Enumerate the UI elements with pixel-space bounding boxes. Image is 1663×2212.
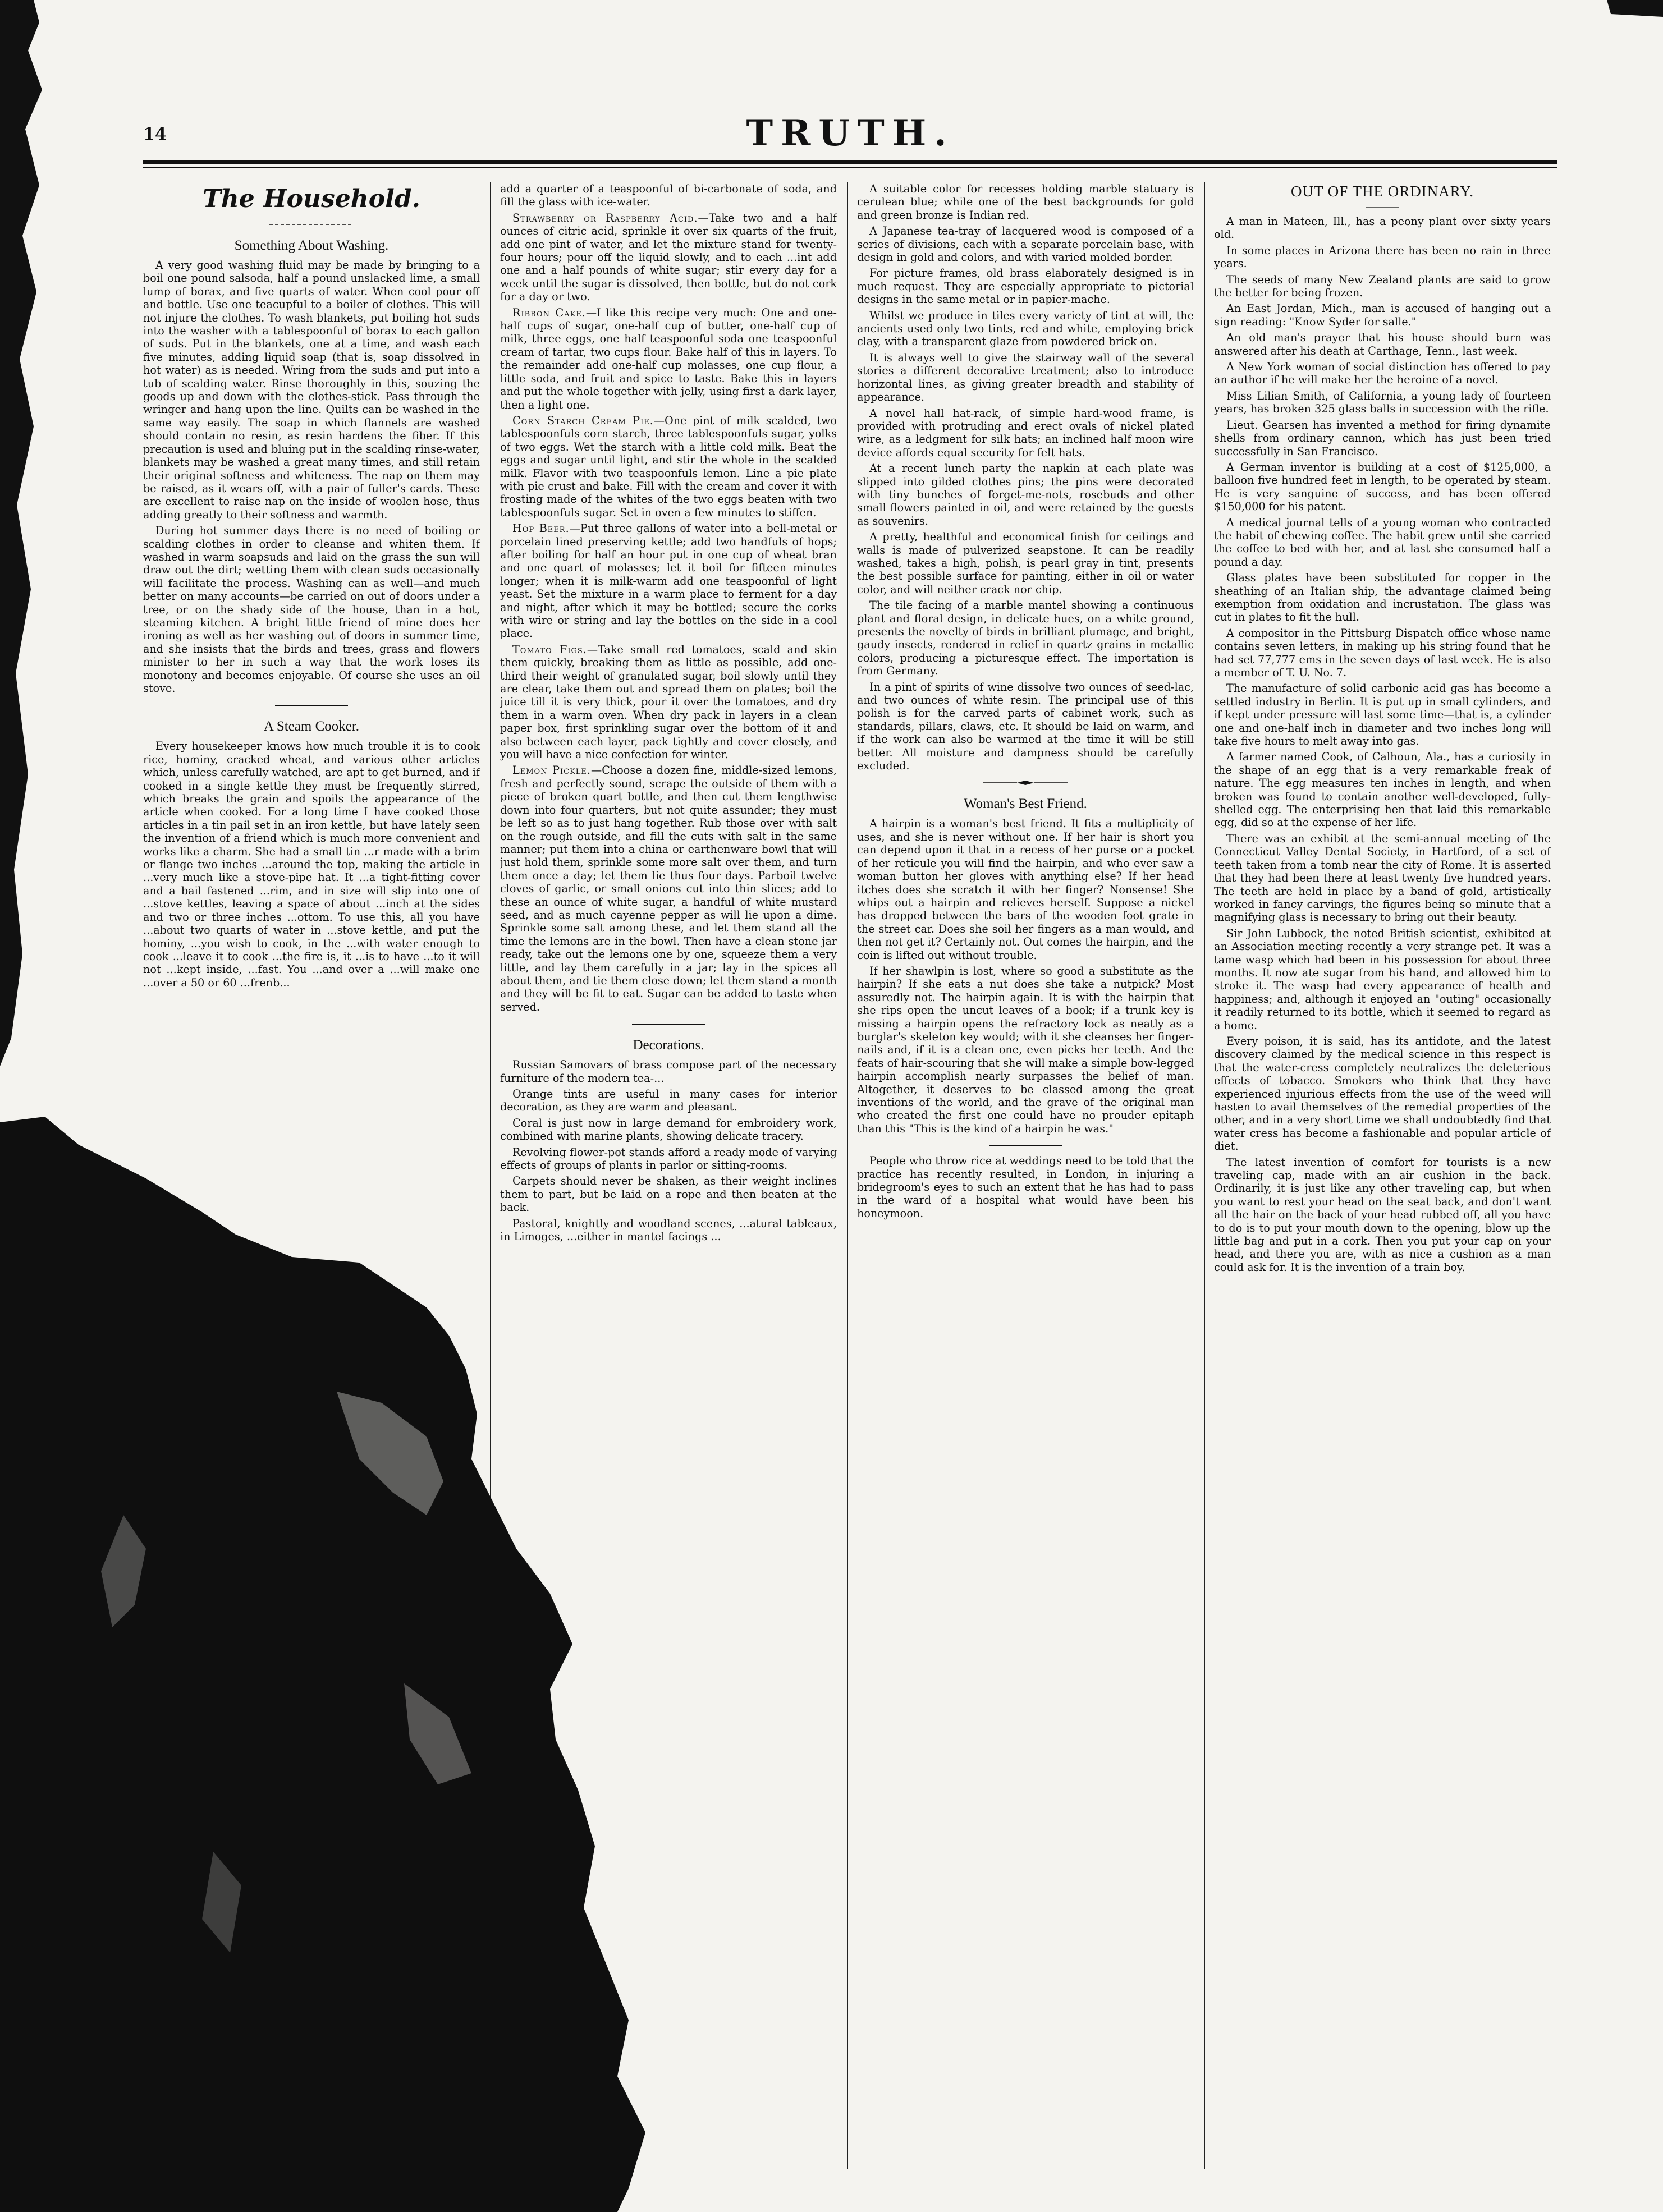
recipe-text: —Choose a dozen fine, middle-sized lemons, fresh and perfectly sound, scrape the outside of them with a piece of broken quart bottle, and then cut them lengthwise down into four quarters, but not quite assunder; they must be left so as to just hang together. Rub those over with salt on the rough outside, and fill the cuts with salt in the same manner; put them into a china or earthenware bowl that will just hold them, sprinkle some more salt over them, and turn them once a day; let them lie thus four days. Parboil twelve cloves of garlic, or small onions cut into thin slices; add to these an ounce of white sugar, a handful of white mustard seed, and as much cayenne pepper as will lie upon a dime. Sprinkle some salt among these, and let them stand all the time the lemons are in the bowl. Then have a clean stone jar ready, take out the lemons one by one, squeeze them a very little, and lay them carefully in a jar; lay in the spices all about them, and tie them close down; let them stand a month and they will be fit to eat. Sugar can be added to taste when served. [500,764,837,1013]
article-heading-out-of-ordinary: OUT OF THE ORDINARY. [1290,183,1474,200]
paragraph: There was an exhibit at the semi-annual meeting of the Connecticut Valley Dental Society, in Hartford, of a set of teeth taken from a tomb near the city of Rome. It is asserted that they had been there at least twenty five hundred years. The teeth are held in place by a band of gold, artistically worked in fancy carvings, the figures being so minute that a magnifying glass is necessary to bring out their beauty. [1214,832,1551,924]
paragraph: add a quarter of a teaspoonful of bi-carbonate of soda, and fill the glass with ice-water. [500,182,837,209]
paragraph: Sir John Lubbock, the noted British scientist, exhibited at an Association meeting recently a very strange pet. It was a tame wasp which had been in his possession for about three months. It now ate sugar from his hand, and allowed him to stroke it. The wasp had every appearance of health and happiness; and, although it enjoyed an "outing" occasionally it readily returned to its bottle, which it seemed to regard as a home. [1214,926,1551,1032]
paragraph: A very good washing fluid may be made by bringing to a boil one pound salsoda, half a pound unslacked lime, a small lump of borax, and five quarts of water. When cool pour off and bottle. Use one teacupful to a boiler of clothes. This will not injure the clothes. To wash blankets, put boiling hot suds into the washer with a tablespoonful of borax to each gallon of suds. Put in the blankets, one at a time, and wash each five minutes, adding liquid soap (that is, soap dissolved in hot water) as is needed. Wring from the suds and put into a tub of scalding water. Rinse thoroughly in this, souzing the goods up and down with the clothes-stick. Pass through the wringer and hang upon the line. Quilts can be washed in the same way easily. The soap in which flannels are washed should contain no resin, as resin hardens the fiber. If this precaution is used and bluing put in the scalding rinse-water, blankets may be washed a great many times, and still retain their original softness and whiteness. The nap on them may be raised, as it wears off, with a pair of fuller's cards. These are excellent to raise nap on the inside of woolen hose, thus adding greatly to their softness and warmth. [143,259,480,521]
article-heading-washing: Something About Washing. [234,238,389,253]
paragraph: In a pint of spirits of wine dissolve two ounces of seed-lac, and two ounces of white resin. The principal use of this polish is for the carved parts of cabinet work, such as standards, pillars, claws, etc. It should be laid on warm, and if the work can also be warmed at the time it will be still better. All moisture and dampness should be carefully excluded. [857,680,1194,773]
recipe-text: —Take two and a half ounces of citric acid, sprinkle it over six quarts of the fruit, add one pint of water, and let the mixture stand for twenty-four hours; pour off the liquid slowly, and to each ...int add one and a half pounds of white sugar; stir every day for a week until the sugar is dissolved, then bottle, but do not cork for a day or two. [500,211,837,304]
paragraph: Carpets should never be shaken, as their weight inclines them to part, but be laid on a rope and then beaten at the back. [500,1174,837,1214]
paragraph: A Japanese tea-tray of lacquered wood is composed of a series of divisions, each with a separate porcelain base, with design in gold and colors, and with varied molded border. [857,224,1194,264]
paragraph: If her shawlpin is lost, where so good a substitute as the hairpin? If she eats a nut does she take a nutpick? Most assuredly not. The hairpin again. It is with the hairpin that she rips open the uncut leaves of a book; if a trunk key is missing a hairpin opens the refractory lock as neatly as a burglar's skeleton key would; with it she cleanses her finger-nails and, if it is a clean one, even picks her teeth. And the feats of hair-scouring that she will make a simple bow-legged hairpin accomplish nearly surpasses the belief of man. Altogether, it deserves to be classed among the great inventions of the world, and the grave of the original man who created the first one could have no prouder epitaph than this "This is the kind of a hairpin he was." [857,964,1194,1135]
recipe-text: —Take small red tomatoes, scald and skin them quickly, breaking them as little as possible, add one-third their weight of granulated sugar, boil slowly until they are clear, take them out and spread them on plates; boil the juice till it is very thick, pour it over the tomatoes, and dry them in a warm oven. When dry pack in layers in a clean paper box, first sprinkling sugar over the bottom of it and also between each layer, pack tightly and cover closely, and you will have a nice confection for winter. [500,643,837,761]
paragraph: A novel hall hat-rack, of simple hard-wood frame, is provided with protruding and erect ovals of nickel plated wire, as a ledgment for silk hats; an inclined half moon wire device affords equal security for felt hats. [857,406,1194,459]
paragraph: Pastoral, knightly and woodland scenes, ...atural tableaux, in Limoges, ...either in mantel facings ... [500,1217,837,1243]
recipe-label: Corn Starch Cream Pie. [512,414,654,427]
paragraph: The tile facing of a marble mantel showing a continuous plant and floral design, in delicate hues, on a white ground, presents the novelty of birds in brilliant plumage, and bright, gaudy insects, rendered in relief in quartz grains in metallic colors, producing a picturesque effect. The importation is from Germany. [857,599,1194,678]
paragraph: Every poison, it is said, has its antidote, and the latest discovery claimed by the medical science in this respect is that the water-cress completely neutralizes the deleterious effects of tobacco. Smokers who think that they have experienced injurious effects from the use of the weed will hasten to avail themselves of the remedial properties of the other, and in a very short time we shall undoubtedly find that water cress has become a fashionable and popular article of diet. [1214,1034,1551,1153]
paragraph: A hairpin is a woman's best friend. It fits a multiplicity of uses, and she is never without one. If her hair is short you can depend upon it that in a recess of her purse or a pocket of her reticule you will find the hairpin, and who ever saw a woman button her gloves with anything else? If her head itches does she scratch it with her finger? Nonsense! She whips out a hairpin and relieves herself. Suppose a nickel has dropped between the bars of the wooden foot grate in the street car. Does she soil her fingers as a man would, and then not get it? Certainly not. Out comes the hairpin, and the coin is lifted out without trouble. [857,817,1194,962]
paragraph: At a recent lunch party the napkin at each plate was slipped into gilded clothes pins; the pins were decorated with tiny bunches of forget-me-nots, rosebuds and other small flowers painted in oil, and were retained by the guests as souvenirs. [857,462,1194,527]
paragraph: The manufacture of solid carbonic acid gas has become a settled industry in Berlin. It is put up in small cylinders, and if kept under pressure will last some time—that is, a cylinder one and one-half inch in diameter and two inches long will take five hours to melt away into gas. [1214,682,1551,748]
paragraph: Miss Lilian Smith, of California, a young lady of fourteen years, has broken 325 glass balls in succession with the rifle. [1214,389,1551,416]
paragraph: The seeds of many New Zealand plants are said to grow the better for being frozen. [1214,273,1551,300]
recipe-label: Ribbon Cake. [512,306,586,319]
recipe-label: Strawberry or Raspberry Acid. [512,211,698,224]
paragraph: A medical journal tells of a young woman who contracted the habit of chewing coffee. The habit grew until she carried the coffee to bed with her, and at last she consumed half a pound a day. [1214,516,1551,568]
paragraph: A German inventor is building at a cost of $125,000, a balloon five hundred feet in length, to be operated by steam. He is very sanguine of success, and has been offered $150,000 for his patent. [1214,460,1551,513]
recipe-label: Hop Beer. [512,522,570,535]
page-number: 14 [143,125,167,144]
article-heading-decorations: Decorations. [633,1038,704,1053]
paragraph: Whilst we produce in tiles every variety of tint at will, the ancients used only two tints, red and white, employing brick clay, with a transparent glaze from powdered brick on. [857,309,1194,348]
paragraph: For picture frames, old brass elaborately designed is in much request. They are especially appropriate to pictorial designs in the same metal or in papier-mache. [857,267,1194,306]
article-heading-steam-cooker: A Steam Cooker. [263,719,360,735]
paragraph: In some places in Arizona there has been no rain in three years. [1214,244,1551,270]
paragraph: Revolving flower-pot stands afford a ready mode of varying effects of groups of plants in parlor or sitting-rooms. [500,1145,837,1172]
paragraph: A compositor in the Pittsburg Dispatch office whose name contains seven letters, in making up his string found that he had set 77,777 ems in the seven days of last week. He is also a member of T. U. No. 7. [1214,626,1551,679]
paragraph: Russian Samovars of brass compose part of the necessary furniture of the modern tea-... [500,1058,837,1085]
newspaper-title: TRUTH. [746,112,955,154]
paragraph: A man in Mateen, Ill., has a peony plant over sixty years old. [1214,215,1551,241]
paragraph: A suitable color for recesses holding marble statuary is cerulean blue; while one of the best backgrounds for gold and green bronze is Indian red. [857,182,1194,222]
paragraph: An old man's prayer that his house should burn was answered after his death at Carthage, Tenn., last week. [1214,331,1551,357]
recipe-text: —One pint of milk scalded, two tablespoonfuls corn starch, three tablespoonfuls sugar, yolks of two eggs. Wet the starch with a little cold milk. Beat the eggs and sugar until light, and stir the whole in the scalded milk. Flavor with two teaspoonfuls lemon. Line a pie plate with pie crust and bake. Fill with the cream and cover it with frosting made of the whites of the two eggs beaten with two tablespoonfuls sugar. Set in oven a few minutes to stiffen. [500,414,837,519]
paragraph: A pretty, healthful and economical finish for ceilings and walls is made of pulverized seapstone. It can be readily washed, takes a high, polish, is pearl gray in tint, presents the best possible surface for painting, either in oil or water color, and will neither crack nor chip. [857,530,1194,596]
paragraph: A New York woman of social distinction has offered to pay an author if he will make her the heroine of a novel. [1214,360,1551,387]
section-title: The Household. [203,185,420,213]
paragraph: An East Jordan, Mich., man is accused of hanging out a sign reading: "Know Syder for salle." [1214,302,1551,328]
paragraph: It is always well to give the stairway wall of the several stories a different decorative treatment; also to introduce horizontal lines, as giving greater breadth and stability of appearance. [857,351,1194,404]
paragraph: Coral is just now in large demand for embroidery work, combined with marine plants, showing delicate tracery. [500,1116,837,1143]
paragraph: The latest invention of comfort for tourists is a new traveling cap, made with an air cushion in the back. Ordinarily, it is just like any other traveling cap, but when you want to rest your head on the seat back, and don't want all the hair on the back of your head rubbed off, all you have to do is to put your mouth down to the opening, blow up the little bag and put in a cork. Then you put your cap on your head, and there you are, with as nice a cushion as a man could ask for. It is the invention of a train boy. [1214,1155,1551,1274]
recipe-label: Tomato Figs. [512,643,587,656]
article-heading-hairpin: Woman's Best Friend. [964,796,1087,812]
paragraph: A farmer named Cook, of Calhoun, Ala., has a curiosity in the shape of an egg that is a very remarkable freak of nature. The egg measures ten inches in length, and when broken was found to contain another well-developed, fully-shelled egg. The enterprising hen that laid this remarkable egg, did so at the expense of her life. [1214,750,1551,829]
paragraph: People who throw rice at weddings need to be told that the practice has recently resulted, in London, in injuring a bridegroom's eyes to such an extent that he has had to pass in the ward of a hospital what would have been his honeymoon. [857,1154,1194,1220]
recipe-text: —Put three gallons of water into a bell-metal or porcelain lined preserving kettle; add two handfuls of hops; after boiling for half an hour put in one cup of wheat bran and one quart of molasses; let it boil for fifteen minutes longer; when it is milk-warm add one teaspoonful of light yeast. Set the mixture in a warm place to ferment for a day and night, after which it may be bottled; secure the corks with wire or string and lay the bottles on the side in a cool place. [500,522,837,640]
paragraph: Lieut. Gearsen has invented a method for firing dynamite shells from ordinary cannon, which has just been tried successfully in San Francisco. [1214,418,1551,458]
recipe-text: —I like this recipe very much: One and one-half cups of sugar, one-half cup of butter, one-half cup of milk, three eggs, one half teaspoonful soda one teaspoonful cream of tartar, two cups flour. Bake half of this in layers. To the remainder add one-half cup molasses, one cup flour, a little soda, and fruit and spice to taste. Bake this in layers and put the whole together with jelly, using first a dark layer, then a light one. [500,306,837,411]
paragraph: Glass plates have been substituted for copper in the sheathing of an Italian ship, the advantage claimed being exemption from oxidation and incrustation. The glass was cut in plates to fit the hull. [1214,571,1551,624]
paragraph: During hot summer days there is no need of boiling or scalding clothes in order to cleanse and whiten them. If washed in warm soapsuds and laid on the grass the sun will draw out the dirt; wetting them with clean suds occasionally will facilitate the process. Washing can as well—and much better on many accounts—be carried on out of doors under a tree, or on the shady side of the house, than in a hot, steaming kitchen. A bright little friend of mine does her ironing as well as her washing out of doors in summer time, and she insists that the birds and trees, grass and flowers minister to her in such a way that the work loses its monotony and becomes enjoyable. Of course she uses an oil stove. [143,524,480,695]
paragraph: Orange tints are useful in many cases for interior decoration, as they are warm and pleasant. [500,1087,837,1114]
recipe-label: Lemon Pickle. [512,764,592,777]
paragraph: Every housekeeper knows how much trouble it is to cook rice, hominy, cracked wheat, and various other articles which, unless carefully watched, are apt to get burned, and if cooked in a single kettle they must be frequently stirred, which breaks the grain and spoils the appearance of the article when cooked. For a long time I have cooked those articles in a tin pail set in an iron kettle, but have lately seen the invention of a friend which is much more convenient and works like a charm. She had a small tin ...r made with a brim or flange two inches ...around the top, making the article in ...very much like a stove-pipe hat. It ...a tight-fitting cover and a bail fastened ...rim, and in size will slip into one of ...stove kettles, leaving a space of about ...inch at the sides and two or three inches ...ottom. To use this, all you have ...about two quarts of water in ...stove kettle, and put the hominy, ...you wish to cook, in the ...with water enough to cook ...leave it to cook ...the fire is, it ...is to have ...to it will not ...kept inside, ...fast. You ...and over a ...will make one ...over a 50 or 60 ...frenb... [143,740,480,989]
